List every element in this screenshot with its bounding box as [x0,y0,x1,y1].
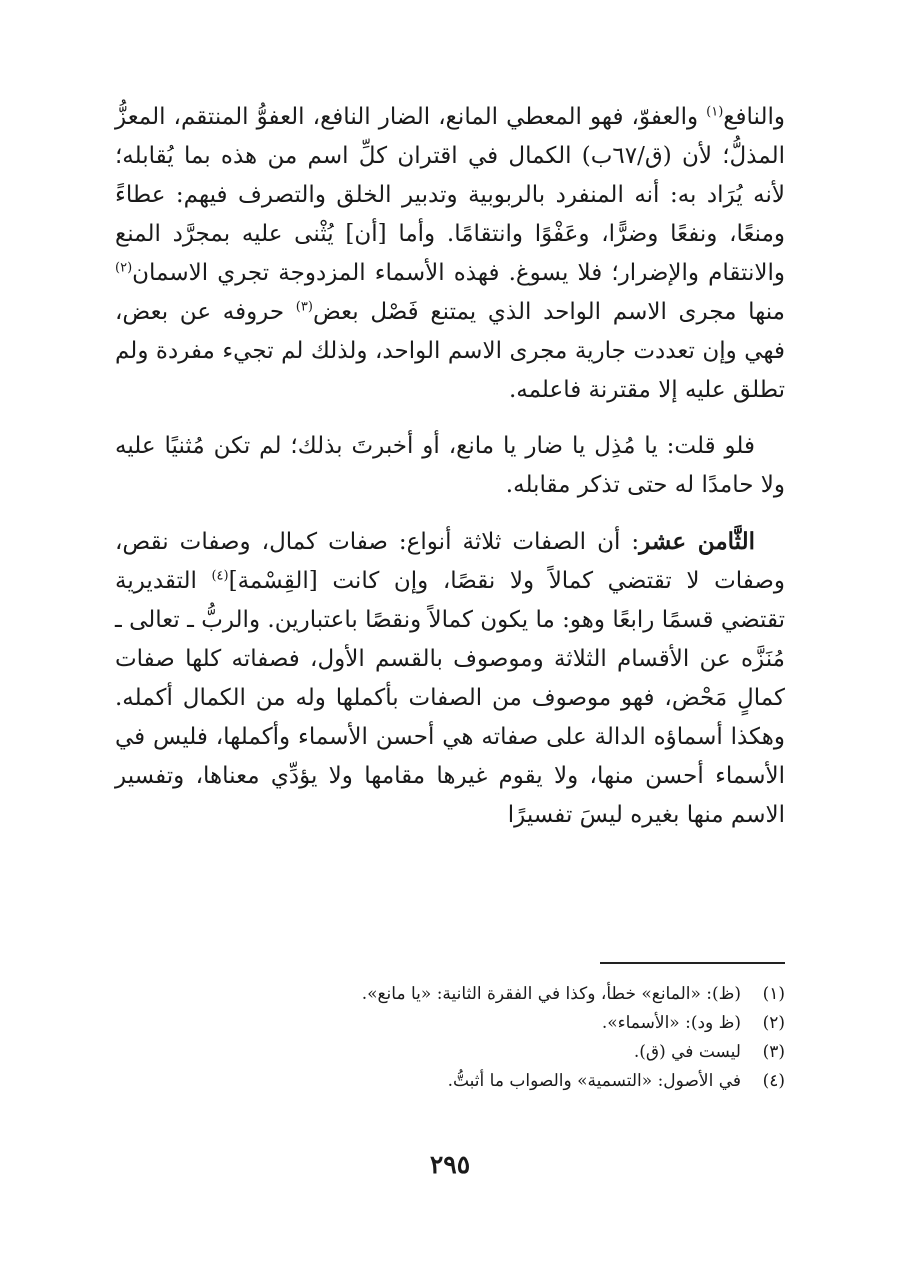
main-text [115,98,785,852]
footnote-text: في الأصول: «التسمية» والصواب ما أثبتُّ. [447,1071,741,1091]
section-lead: الثَّامن عشر [639,528,755,555]
footnote-text: (ظ): «المانع» خطأ، وكذا في الفقرة الثانية: «يا مانع». [361,984,741,1004]
footnote-marker[interactable]: (٤) [211,568,229,584]
footnote-text: (ظ ود): «الأسماء». [601,1013,741,1033]
text-segment: والنافع [723,104,785,130]
footnote-number: (١) [762,984,785,1004]
text-segment: : أن الصفات ثلاثة أنواع: صفات كمال، وصفات نقص، وصفات لا تقتضي كمالاً ولا نقصًا، وإن كانت [القِسْمة] [115,529,785,594]
paragraph [115,427,785,505]
footnote-item [115,1067,785,1096]
footnotes-list [115,980,785,1096]
footnote-item [115,1038,785,1067]
paragraph [115,98,785,410]
text-segment: فلو قلت: يا مُذِل يا ضار يا مانع، أو أخبرتَ بذلك؛ لم تكن مُثنيًا عليه ولا حامدًا له حتى تذكر مقابله. [115,433,785,498]
text-segment: والعفوّ، فهو المعطي المانع، الضار النافع، العفوُّ المنتقم، المعزُّ المذلُّ؛ لأن (ق/٦٧ب) الكمال في اقتران كلِّ اسم من هذه بما يُقابله؛ لأنه يُرَاد به: أنه المنفرد بالربوبية وتدبير الخلق والتصرف فيهم: عطاءً ومنعًا، ونفعًا وضرًّا، وعَفْوًا وانتقامًا. وأما [أن] يُثْنى عليه بمجرَّد المنع والانتقام والإضرار؛ فلا يسوغ. فهذه الأسماء المزدوجة تجري الاسمان [115,104,785,286]
text-segment: حروفه عن بعض، فهي وإن تعددت جارية مجرى الاسم الواحد، ولذلك لم تجيء مفردة ولم تطلق عليه إلا مقترنة فاعلمه. [115,299,785,403]
page-number: ٢٩٥ [429,1150,471,1179]
paragraph [115,522,785,835]
footnote-number: (٢) [762,1013,785,1033]
text-segment: منها مجرى الاسم الواحد الذي يمتنع فَصْل بعض [312,299,785,325]
footnote-number: (٤) [762,1071,785,1091]
footnote-item [115,1009,785,1038]
text-segment: التقديرية تقتضي قسمًا رابعًا وهو: ما يكون كمالاً ونقصًا باعتبارين. والربُّ ـ تعالى ـ مُنَزَّه عن الأقسام الثلاثة وموصوف بالقسم الأول، فصفاته كلها صفات كمالٍ مَحْض، فهو موصوف من الصفات بأكملها وله من الكمال أكمله. وهكذا أسماؤه الدالة على صفاته هي أحسن الأسماء وأكملها، فليس في الأسماء أحسن منها، ولا يقوم غيرها مقامها ولا يؤدِّي معناها، وتفسير الاسم منها بغيره ليسَ تفسيرًا [115,568,785,828]
footnote-marker[interactable]: (٣) [295,299,313,315]
footnote-marker[interactable]: (٢) [115,260,133,276]
footnote-marker[interactable]: (١) [706,104,724,120]
footnote-number: (٣) [762,1042,785,1062]
footnote-item [115,980,785,1009]
footnote-text: ليست في (ق). [633,1042,741,1062]
footnote-divider [600,962,785,964]
